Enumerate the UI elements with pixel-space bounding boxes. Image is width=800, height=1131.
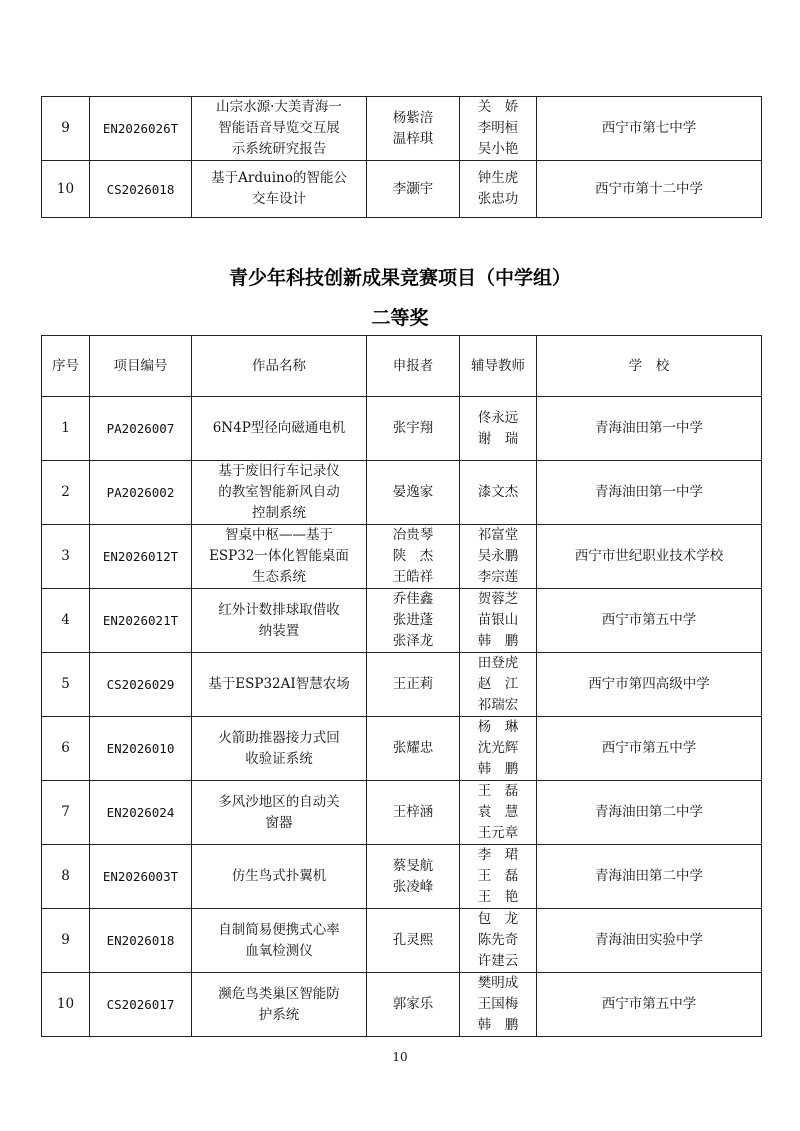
header-no: 序号 bbox=[42, 336, 90, 397]
cell-applicant-line: 冶贵琴 bbox=[392, 527, 434, 543]
cell-teacher bbox=[460, 717, 537, 781]
cell-title-line: 基于废旧行车记录仪 bbox=[218, 463, 340, 479]
cell-teacher-line: 赵 江 bbox=[477, 676, 519, 692]
cell-title bbox=[192, 973, 367, 1037]
cell-applicant-line: 杨紫涪 bbox=[392, 109, 434, 126]
cell-applicant-line: 晏逸家 bbox=[392, 484, 434, 500]
award-table-second-prize bbox=[41, 335, 762, 1037]
cell-applicant bbox=[367, 161, 460, 218]
cell-title-line: 自制简易便携式心率 bbox=[218, 921, 340, 938]
cell-teacher-line: 贺蓉芝 bbox=[477, 591, 519, 607]
cell-teacher-line: 王国梅 bbox=[477, 996, 519, 1012]
cell-title-line: 生态系统 bbox=[252, 569, 306, 585]
cell-no: 1 bbox=[42, 397, 90, 461]
cell-teacher-line: 吴永鹏 bbox=[477, 548, 519, 564]
cell-teacher bbox=[460, 97, 537, 161]
cell-applicant-line: 孔灵熙 bbox=[392, 932, 434, 948]
cell-applicant-line: 张耀忠 bbox=[392, 740, 434, 756]
cell-code: EN2026003T bbox=[90, 845, 192, 909]
award-level-title: 二等奖 bbox=[371, 307, 429, 329]
table-row bbox=[42, 781, 762, 845]
cell-school: 西宁市第五中学 bbox=[537, 717, 762, 781]
cell-school: 西宁市第五中学 bbox=[537, 589, 762, 653]
cell-applicant bbox=[367, 653, 460, 717]
cell-teacher-line: 王元章 bbox=[477, 825, 519, 841]
cell-title-line: 的教室智能新风自动 bbox=[218, 484, 340, 500]
cell-teacher-line: 苗银山 bbox=[477, 612, 519, 628]
cell-teacher bbox=[460, 909, 537, 973]
table-row bbox=[42, 653, 762, 717]
cell-applicant-line: 张宇翔 bbox=[392, 420, 434, 436]
cell-no: 4 bbox=[42, 589, 90, 653]
cell-no: 9 bbox=[42, 97, 90, 161]
cell-teacher-line: 李明桓 bbox=[477, 120, 519, 136]
cell-teacher-line: 田登虎 bbox=[477, 655, 519, 671]
cell-applicant-line: 王皓祥 bbox=[392, 569, 434, 585]
cell-applicant-line: 陕 杰 bbox=[392, 548, 434, 564]
cell-no: 10 bbox=[42, 973, 90, 1037]
cell-applicant-line: 张进蓬 bbox=[392, 612, 434, 628]
cell-teacher-line: 张忠功 bbox=[477, 191, 519, 207]
cell-title-line: 6N4P型径向磁通电机 bbox=[212, 420, 346, 436]
cell-code: CS2026018 bbox=[90, 161, 192, 218]
cell-applicant bbox=[367, 973, 460, 1037]
table-row bbox=[42, 973, 762, 1037]
cell-school: 青海油田第一中学 bbox=[537, 461, 762, 525]
cell-title-line: 基于Arduino的智能公 bbox=[211, 170, 347, 186]
cell-code: EN2026024 bbox=[90, 781, 192, 845]
cell-applicant-line: 郭家乐 bbox=[392, 996, 434, 1012]
table-row bbox=[42, 589, 762, 653]
cell-teacher-line: 韩 鹏 bbox=[477, 1017, 519, 1033]
cell-applicant bbox=[367, 781, 460, 845]
cell-teacher-line: 吴小艳 bbox=[477, 141, 519, 157]
cell-code: EN2026026T bbox=[90, 97, 192, 161]
cell-school: 青海油田第二中学 bbox=[537, 781, 762, 845]
cell-title-line: 山宗水源·大美青海一 bbox=[216, 99, 342, 115]
cell-school: 西宁市第七中学 bbox=[537, 97, 762, 161]
cell-applicant bbox=[367, 525, 460, 589]
cell-title-line: 濒危鸟类巢区智能防 bbox=[218, 985, 340, 1002]
cell-no: 9 bbox=[42, 909, 90, 973]
cell-teacher bbox=[460, 461, 537, 525]
table-row bbox=[42, 97, 762, 161]
cell-teacher-line: 许建云 bbox=[477, 953, 519, 969]
cell-teacher bbox=[460, 973, 537, 1037]
cell-school: 青海油田第二中学 bbox=[537, 845, 762, 909]
table-row bbox=[42, 717, 762, 781]
cell-teacher-line: 沈光辉 bbox=[477, 740, 519, 756]
cell-title bbox=[192, 909, 367, 973]
cell-title-line: 血氧检测仪 bbox=[245, 942, 313, 959]
cell-applicant-line: 蔡旻航 bbox=[392, 857, 434, 874]
page-number: 10 bbox=[392, 1050, 408, 1064]
cell-title bbox=[192, 781, 367, 845]
cell-title-line: 窗器 bbox=[265, 814, 293, 831]
award-table-continued bbox=[41, 96, 762, 218]
table-row bbox=[42, 909, 762, 973]
cell-applicant bbox=[367, 845, 460, 909]
table-row bbox=[42, 461, 762, 525]
cell-teacher-line: 韩 鹏 bbox=[477, 633, 519, 649]
cell-title-line: 交车设计 bbox=[252, 191, 306, 207]
cell-school: 西宁市第十二中学 bbox=[537, 161, 762, 218]
cell-no: 10 bbox=[42, 161, 90, 218]
section-title: 青少年科技创新成果竞赛项目（中学组） bbox=[228, 267, 571, 289]
cell-no: 2 bbox=[42, 461, 90, 525]
cell-teacher-line: 王 磊 bbox=[477, 868, 519, 884]
cell-applicant-line: 张凌峰 bbox=[392, 878, 434, 895]
header-title: 作品名称 bbox=[192, 336, 367, 397]
cell-title bbox=[192, 461, 367, 525]
cell-applicant-line: 张泽龙 bbox=[392, 633, 434, 649]
cell-applicant bbox=[367, 97, 460, 161]
cell-school: 青海油田实验中学 bbox=[537, 909, 762, 973]
cell-applicant bbox=[367, 397, 460, 461]
cell-no: 3 bbox=[42, 525, 90, 589]
cell-teacher bbox=[460, 845, 537, 909]
cell-school: 西宁市世纪职业技术学校 bbox=[537, 525, 762, 589]
cell-applicant-line: 温梓琪 bbox=[392, 130, 434, 147]
cell-teacher bbox=[460, 781, 537, 845]
cell-teacher-line: 佟永远 bbox=[477, 409, 519, 426]
table-header-row bbox=[42, 336, 762, 397]
cell-title-line: 示系统研究报告 bbox=[231, 141, 327, 157]
cell-code: PA2026002 bbox=[90, 461, 192, 525]
cell-teacher-line: 祁瑞宏 bbox=[477, 697, 519, 713]
cell-teacher-line: 漆文杰 bbox=[477, 484, 519, 500]
cell-school: 西宁市第四高级中学 bbox=[537, 653, 762, 717]
cell-title-line: ESP32一体化智能桌面 bbox=[209, 548, 349, 564]
cell-code: CS2026017 bbox=[90, 973, 192, 1037]
cell-teacher-line: 李 珺 bbox=[477, 847, 519, 863]
table-row bbox=[42, 161, 762, 218]
cell-code: EN2026018 bbox=[90, 909, 192, 973]
cell-applicant bbox=[367, 461, 460, 525]
cell-teacher-line: 钟生虎 bbox=[477, 170, 519, 186]
cell-title-line: 护系统 bbox=[258, 1006, 300, 1023]
cell-code: EN2026012T bbox=[90, 525, 192, 589]
cell-title-line: 多风沙地区的自动关 bbox=[218, 793, 340, 810]
cell-title bbox=[192, 397, 367, 461]
cell-teacher bbox=[460, 589, 537, 653]
cell-code: CS2026029 bbox=[90, 653, 192, 717]
cell-school: 青海油田第一中学 bbox=[537, 397, 762, 461]
cell-teacher-line: 袁 慧 bbox=[477, 804, 519, 820]
cell-teacher bbox=[460, 397, 537, 461]
cell-applicant-line: 王正莉 bbox=[392, 676, 434, 692]
cell-school: 西宁市第五中学 bbox=[537, 973, 762, 1037]
header-school: 学 校 bbox=[537, 336, 762, 397]
cell-title-line: 智桌中枢——基于 bbox=[225, 527, 333, 543]
cell-title-line: 控制系统 bbox=[252, 505, 306, 521]
cell-teacher-line: 包 龙 bbox=[477, 911, 519, 927]
cell-teacher-line: 樊明成 bbox=[477, 975, 519, 991]
cell-title bbox=[192, 653, 367, 717]
cell-applicant-line: 李灏宇 bbox=[392, 180, 434, 197]
cell-no: 8 bbox=[42, 845, 90, 909]
cell-applicant bbox=[367, 909, 460, 973]
cell-teacher-line: 王 艳 bbox=[477, 889, 519, 905]
cell-no: 7 bbox=[42, 781, 90, 845]
cell-teacher-line: 陈先奇 bbox=[477, 932, 519, 948]
cell-title-line: 红外计数排球取借收 bbox=[218, 601, 340, 618]
cell-title bbox=[192, 589, 367, 653]
cell-teacher-line: 关 娇 bbox=[477, 99, 519, 115]
cell-no: 6 bbox=[42, 717, 90, 781]
cell-code: PA2026007 bbox=[90, 397, 192, 461]
cell-title-line: 仿生鸟式扑翼机 bbox=[231, 868, 327, 884]
cell-title bbox=[192, 97, 367, 161]
cell-no: 5 bbox=[42, 653, 90, 717]
header-applicant: 申报者 bbox=[367, 336, 460, 397]
cell-code: EN2026010 bbox=[90, 717, 192, 781]
cell-teacher-line: 李宗莲 bbox=[477, 569, 519, 585]
table-row bbox=[42, 525, 762, 589]
cell-teacher-line: 谢 瑞 bbox=[477, 430, 519, 447]
cell-title-line: 收验证系统 bbox=[245, 750, 313, 767]
cell-applicant-line: 王梓涵 bbox=[392, 804, 434, 820]
cell-title bbox=[192, 525, 367, 589]
cell-title-line: 基于ESP32AI智慧农场 bbox=[208, 676, 350, 692]
cell-applicant bbox=[367, 589, 460, 653]
cell-applicant bbox=[367, 717, 460, 781]
cell-title bbox=[192, 161, 367, 218]
cell-teacher bbox=[460, 525, 537, 589]
cell-teacher-line: 祁富堂 bbox=[477, 527, 519, 543]
table-row bbox=[42, 397, 762, 461]
header-code: 项目编号 bbox=[90, 336, 192, 397]
cell-teacher bbox=[460, 653, 537, 717]
cell-title-line: 智能语音导览交互展 bbox=[218, 120, 340, 136]
cell-code: EN2026021T bbox=[90, 589, 192, 653]
cell-applicant-line: 乔佳鑫 bbox=[392, 591, 434, 607]
cell-teacher-line: 杨 琳 bbox=[477, 719, 519, 735]
cell-teacher-line: 韩 鹏 bbox=[477, 761, 519, 777]
cell-title-line: 纳装置 bbox=[258, 622, 300, 639]
cell-title bbox=[192, 717, 367, 781]
cell-teacher-line: 王 磊 bbox=[477, 783, 519, 799]
table-row bbox=[42, 845, 762, 909]
cell-title bbox=[192, 845, 367, 909]
header-teacher: 辅导教师 bbox=[460, 336, 537, 397]
cell-title-line: 火箭助推器接力式回 bbox=[218, 729, 340, 746]
cell-teacher bbox=[460, 161, 537, 218]
